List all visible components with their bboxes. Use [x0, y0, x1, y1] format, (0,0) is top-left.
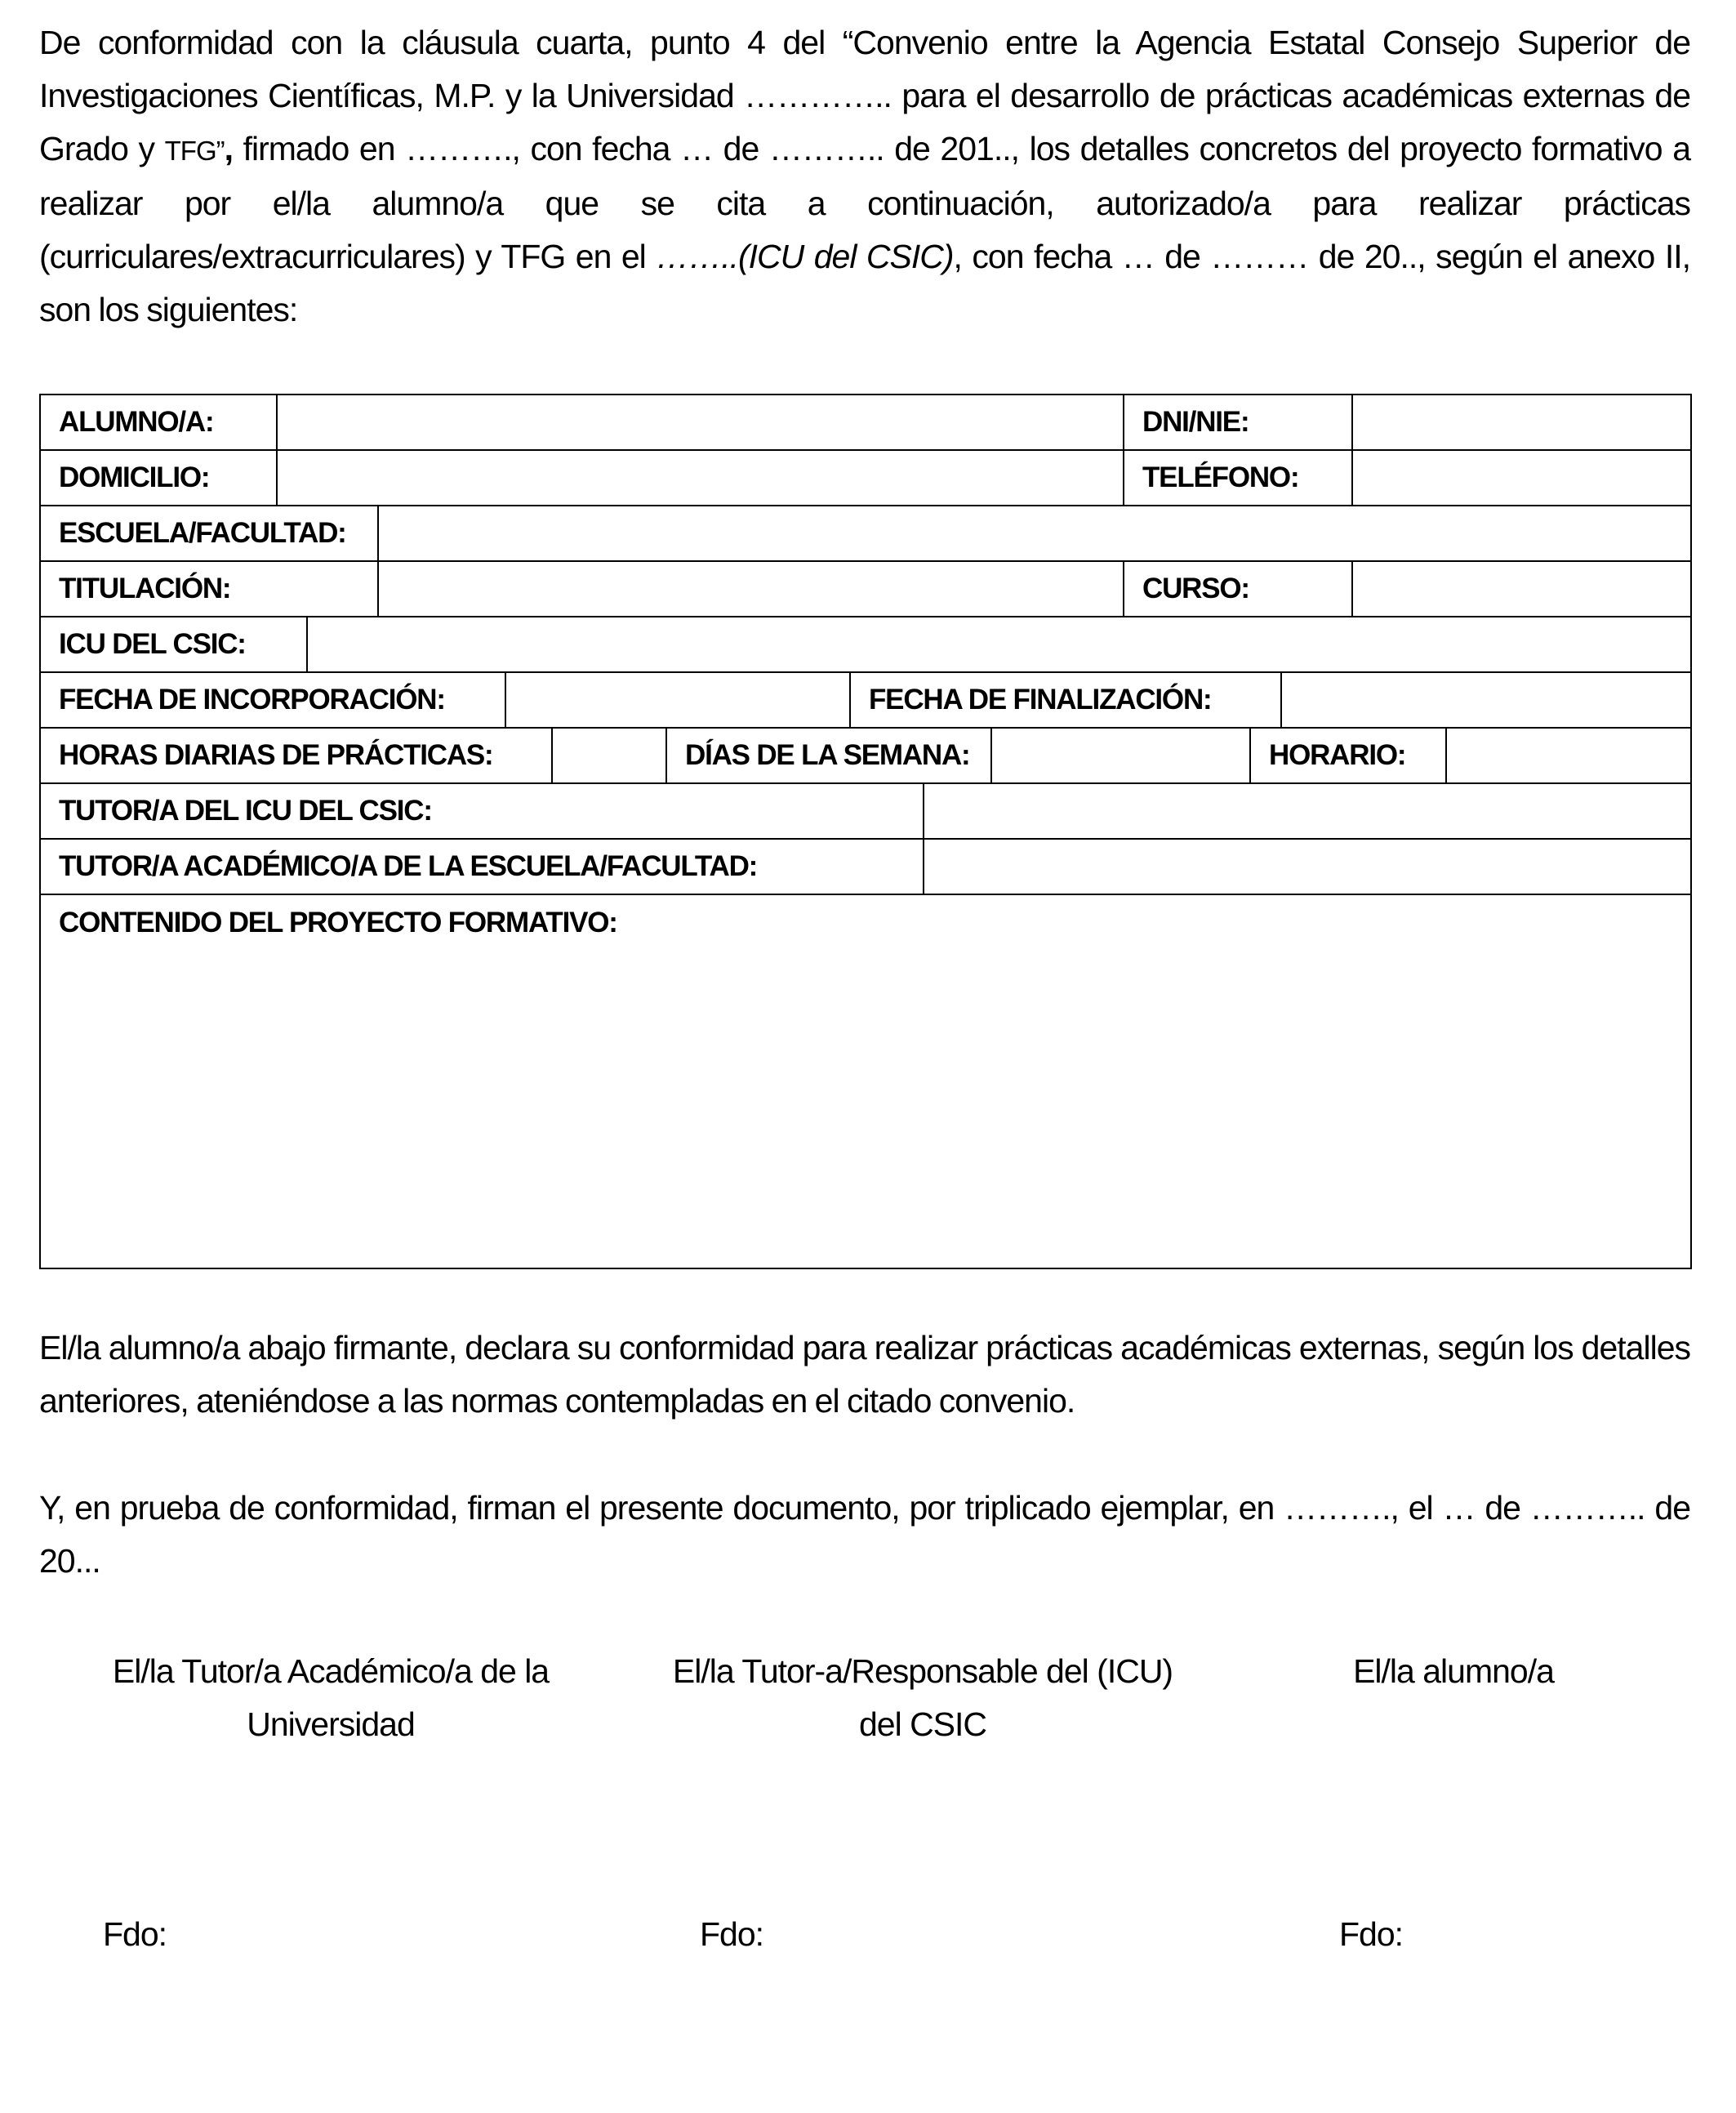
fecha-inc-label-cell [41, 673, 505, 727]
row-tutor-icu [41, 784, 1690, 840]
fecha-inc-label: FECHA DE INCORPORACIÓN: [59, 684, 445, 715]
tutor-acad-label: TUTOR/A ACADÉMICO/A DE LA ESCUELA/FACULTAD: [59, 850, 758, 882]
domicilio-label: DOMICILIO: [59, 461, 210, 493]
tutor-icu-label-cell [41, 784, 923, 838]
domicilio-field[interactable] [276, 451, 1123, 505]
horas-label-cell [41, 729, 551, 782]
alumno-label-cell [41, 395, 276, 449]
dias-field[interactable] [990, 729, 1249, 782]
curso-field[interactable] [1351, 562, 1690, 616]
fdo-student: Fdo: [1339, 1915, 1404, 1953]
student-label: El/la alumno/a [1353, 1652, 1554, 1690]
academic-tutor-line2: Universidad [247, 1705, 415, 1743]
icu-field[interactable] [306, 617, 1690, 671]
signature-student [1315, 1645, 1592, 1698]
icu-label: ICU DEL CSIC: [59, 628, 246, 660]
escuela-field[interactable] [377, 506, 1690, 560]
intro-paragraph [39, 16, 1690, 337]
intro-text-1: De conformidad con la cláusula cuarta, punto 4 del “Convenio entre la Agencia Estatal Consejo Superior de Investigaciones Científicas, M.P. y la Universidad ………….. para el desarrollo de prácticas académicas externas de Grado y [39, 24, 1690, 167]
fecha-inc-field[interactable] [505, 673, 849, 727]
escuela-label-cell [41, 506, 377, 560]
titulacion-field[interactable] [377, 562, 1123, 616]
csic-tutor-line1: El/la Tutor-a/Responsable del (ICU) [672, 1652, 1173, 1690]
telefono-field[interactable] [1351, 451, 1690, 505]
declaration-paragraph: El/la alumno/a abajo firmante, declara su conformidad para realizar prácticas académicas externas, según los detalles anteriores, ateniéndose a las normas contempladas en el citado convenio. [39, 1329, 1690, 1420]
dias-label: DÍAS DE LA SEMANA: [685, 739, 970, 771]
tutor-acad-field[interactable] [923, 840, 1690, 894]
fdo-academic: Fdo: [103, 1915, 167, 1953]
horario-label-cell [1249, 729, 1445, 782]
intro-comma: , [224, 130, 234, 167]
dni-label: DNI/NIE: [1142, 406, 1249, 438]
fecha-fin-field[interactable] [1280, 673, 1690, 727]
curso-label: CURSO: [1142, 573, 1249, 604]
titulacion-label: TITULACIÓN: [59, 573, 231, 604]
project-form-table [39, 394, 1692, 1269]
row-domicilio [41, 451, 1690, 506]
row-alumno [41, 395, 1690, 451]
signature-academic-tutor [82, 1645, 580, 1751]
fdo-csic: Fdo: [700, 1915, 764, 1953]
intro-icu: ……..(ICU del CSIC) [656, 238, 954, 275]
curso-label-cell [1123, 562, 1351, 616]
proof-paragraph: Y, en prueba de conformidad, firman el presente documento, por triplicado ejemplar, en ………., el … de ……….. de 20... [39, 1489, 1690, 1580]
signature-csic-tutor [645, 1645, 1200, 1751]
escuela-label: ESCUELA/FACULTAD: [59, 517, 346, 549]
horas-label: HORAS DIARIAS DE PRÁCTICAS: [59, 739, 493, 771]
horario-field[interactable] [1445, 729, 1690, 782]
telefono-label: TELÉFONO: [1142, 461, 1299, 493]
intro-tfg: TFG” [164, 136, 225, 166]
intro-text-3: , con fecha … de ……… de 20.., según el anexo II, son los siguientes: [39, 238, 1690, 328]
telefono-label-cell [1123, 451, 1351, 505]
fecha-fin-label-cell [849, 673, 1280, 727]
titulacion-label-cell [41, 562, 377, 616]
horas-field[interactable] [551, 729, 665, 782]
alumno-label: ALUMNO/A: [59, 406, 214, 438]
tutor-acad-label-cell [41, 840, 923, 894]
row-fechas [41, 673, 1690, 729]
csic-tutor-line2: del CSIC [858, 1705, 987, 1743]
horario-label: HORARIO: [1269, 739, 1406, 771]
fecha-fin-label: FECHA DE FINALIZACIÓN: [869, 684, 1212, 715]
row-horas [41, 729, 1690, 784]
tutor-icu-field[interactable] [923, 784, 1690, 838]
tutor-icu-label: TUTOR/A DEL ICU DEL CSIC: [59, 795, 432, 827]
alumno-field[interactable] [276, 395, 1123, 449]
row-contenido[interactable] [41, 895, 1690, 1268]
academic-tutor-line1: El/la Tutor/a Académico/a de la [112, 1652, 550, 1690]
dni-field[interactable] [1351, 395, 1690, 449]
contenido-label: CONTENIDO DEL PROYECTO FORMATIVO: [59, 907, 617, 938]
dias-label-cell [665, 729, 990, 782]
dni-label-cell [1123, 395, 1351, 449]
icu-label-cell [41, 617, 306, 671]
row-tutor-academico [41, 840, 1690, 895]
intro-text-2: firmado en ………., con fecha … de ……….. de 201.., los detalles concretos del proyecto formativo a realizar por el/la alumno/a que se cita a continuación, autorizado/a para realizar prácticas (curriculares/extracurriculares) y TFG en el [39, 130, 1690, 275]
domicilio-label-cell [41, 451, 276, 505]
row-escuela [41, 506, 1690, 562]
row-titulacion [41, 562, 1690, 617]
row-icu [41, 617, 1690, 673]
